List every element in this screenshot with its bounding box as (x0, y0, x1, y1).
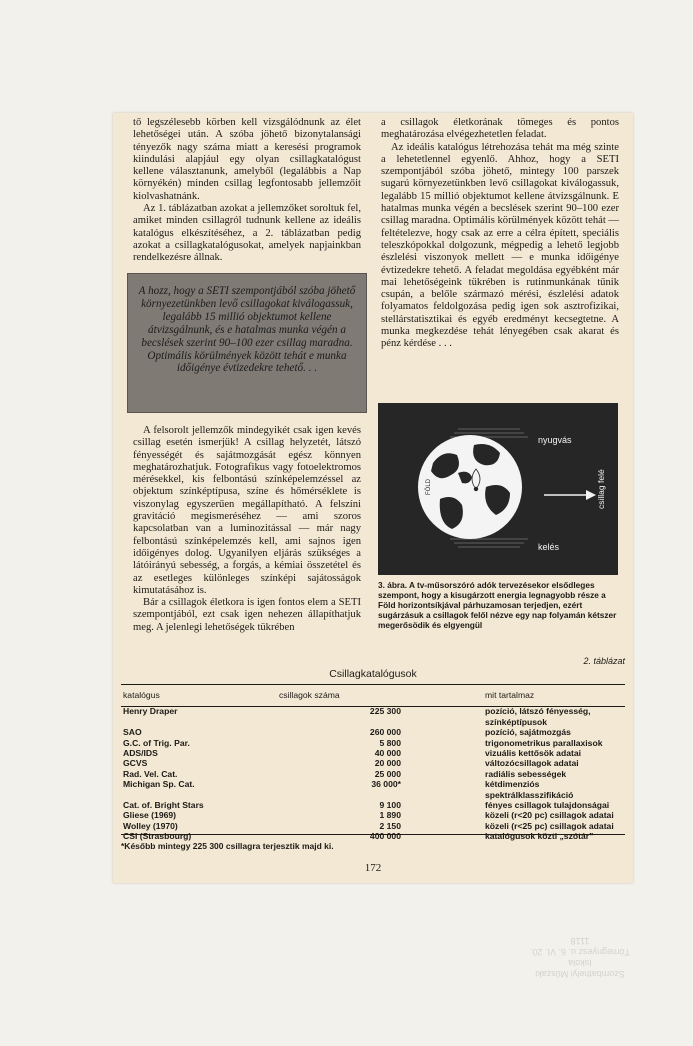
catalog-content: közeli (r<25 pc) csillagok adatai (485, 820, 614, 831)
catalog-name: CSI (Strasbourg) (123, 831, 192, 842)
table-row (121, 727, 625, 737)
catalog-table-grid (121, 686, 625, 842)
table-footnote: *Később mintegy 225 300 csillagra terjesztik majd ki. (121, 841, 334, 851)
earth-diagram (378, 403, 618, 575)
catalog-content: pozíció, látszó fényesség, színképtípusok (485, 706, 591, 727)
stamp-line: Szombathelyi Műszaki (535, 969, 625, 979)
table-row (121, 758, 625, 768)
table-row (121, 779, 625, 800)
catalog-content: radiális sebességek (485, 768, 567, 779)
figure-earth-diagram (378, 403, 618, 575)
star-count: 1 890 (379, 810, 401, 821)
label-sunset: nyugvás (538, 435, 572, 445)
page-number: 172 (364, 862, 382, 874)
pull-quote-text: A hozz, hogy a SETI szempontjából szóba jöhető környezetünkben levő csillagokat kiválogassuk, legalább 15 millió objektumot kellene átvizsgálnunk, és e hatalmas munka végén a becslések szerint 90–100 ezer csillag maradna. Optimális körülmények között tehát e munka időigénye évtizedekre tehető. . . (138, 285, 356, 375)
figure-caption (378, 580, 618, 630)
table-header-row (121, 686, 625, 706)
table-row (121, 800, 625, 810)
table-row (121, 821, 625, 831)
paragraph: Az 1. táblázatban azokat a jellemzőket soroltuk fel, amiket minden csillagról tudnunk kellene az ideális katalógus elkészítéséhez, a 2. táblázatban pedig azokat a csillagkatalógusokat, amelyek napjainkban rendelkezésre állnak. (133, 203, 361, 264)
catalog-table (121, 686, 625, 842)
star-count: 2 150 (379, 820, 401, 831)
label-star-direction: csillag felé (596, 469, 606, 509)
catalog-name: Wolley (1970) (123, 820, 178, 831)
left-column-top (133, 117, 361, 265)
catalog-name: G.C. of Trig. Par. (123, 737, 190, 748)
catalog-name: Michigan Sp. Cat. (123, 779, 195, 790)
star-count: 400 000 (369, 831, 401, 842)
star-count: 9 100 (379, 800, 401, 811)
star-count: 225 300 (369, 706, 401, 717)
header-content: mit tartalmaz (485, 690, 535, 700)
catalog-name: ADS/IDS (123, 748, 158, 759)
catalog-name: GCVS (123, 758, 148, 769)
table-title: Csillagkatalógusok (329, 668, 417, 680)
paragraph: tő legszélesebb körben kell vizsgálódnunk az élet lehetőségei után. A szóba jöhető bizonytalansági tényezők nagy száma miatt a keresési programok kiindulási alapjául egy olyan csillagkatalógust kellene választanunk, amelyből (legalábbis a Nap környékén) minden csillag legfontosabb jellemzőit kiolvashatnánk. (133, 117, 361, 202)
table-row (121, 810, 625, 820)
table-rule-top (121, 684, 625, 685)
paragraph: Bár a csillagok életkora is igen fontos elem a SETI szempontjából, ezt csak igen nehezen állapíthatjuk meg. A jelenlegi lehetőségek tükrében (133, 597, 361, 633)
caption-text: 3. ábra. A tv-műsorszóró adók tervezésekor elsődleges szempont, hogy a kisugárzott energia legnagyobb része a Föld horizontsíkjával párhuzamosan terjedjen, ezért sugárzásuk a csillagok felől nézve egy nap folyamán kétszer megerősödik és elgyengül (378, 580, 617, 630)
catalog-content: trigonometrikus parallaxisok (485, 737, 603, 748)
catalog-content: katalógusok közti „szótár” (485, 831, 594, 842)
catalog-content: közeli (r<20 pc) csillagok adatai (485, 810, 614, 821)
table-label: 2. táblázat (583, 656, 625, 666)
catalog-content: kétdimenziós spektrálklasszifikáció (485, 779, 574, 800)
table-row (121, 769, 625, 779)
paragraph: a csillagok életkorának tömeges és pontos meghatározása elvégezhetetlen feladat. (381, 117, 619, 141)
stamp-line: Iskola (568, 958, 592, 968)
star-count: 36 000* (371, 779, 401, 790)
label-rise: kelés (538, 542, 560, 552)
library-stamp (520, 935, 640, 979)
paragraph: Az ideális katalógus létrehozása tehát ma még szinte a lehetetlennel egyenlő. Ahhoz, hogy a SETI szempontjából szóba jöhető, mintegy 100 parszek sugarú környezetünkben levő csillagokat kiválogassuk, legalább 15 millió objektumot kellene átvizsgálnunk. E hatalmas munka végén a becslések szerint 90–100 ezer csillag maradna. Optimális körülmények között tehát — feltételezve, hogy csak az erre a célra épített, speciális teleszkópokkal dolgozunk, mégpedig a lehető legjobb észlelési viszonyok mellett — e munka időigénye évtizedekre tehető. A feladat megoldása egyébként már mai lehetőségeink tükrében is rutinmunkának tűnik csupán, a belőle származó mérési, észlelési adatok folyamatos feldolgozása pedig igen sok asztrofizikai, stellárstatisztikai és egyéb eredményt kecsegtetne. A munka megkezdése tehát lényegében csak akarat és pénz kérdése . . . (381, 141, 620, 350)
stamp-line: 1118 (570, 936, 590, 946)
star-count: 5 800 (379, 737, 401, 748)
table-row (121, 748, 625, 758)
pull-quote (127, 273, 367, 413)
catalog-content: fényes csillagok tulajdonságai (485, 800, 610, 811)
earth-globe (418, 435, 522, 539)
header-catalog: katalógus (123, 690, 160, 700)
catalog-content: pozíció, sajátmozgás (485, 727, 571, 738)
star-count: 25 000 (374, 768, 401, 779)
star-count: 20 000 (374, 758, 401, 769)
catalog-name: Cat. of. Bright Stars (123, 800, 204, 811)
catalog-name: SAO (123, 727, 142, 738)
right-column-top (381, 117, 619, 351)
label-earth: FÖLD (426, 478, 432, 495)
catalog-name: Rad. Vel. Cat. (123, 768, 178, 779)
catalog-content: változócsillagok adatai (485, 758, 579, 769)
star-count: 40 000 (374, 748, 401, 759)
catalog-content: vizuális kettősök adatai (485, 748, 581, 759)
catalog-name: Henry Draper (123, 706, 178, 717)
table-row (121, 706, 625, 727)
table-body (121, 706, 625, 841)
header-count: csillagok száma (279, 690, 340, 700)
paragraph: A felsorolt jellemzők mindegyikét csak igen kevés csillag esetén ismerjük! A csillag helyzetét, látszó fényességét és sajátmozgását egész könnyen meghatározhatjuk. Fotografikus vagy fotoelektromos mérésekkel, kis felbontású színképelemzéssel az objektum színképtípusa, színe és hőmérséklete is viszonylag egyszerűen megállapítható. A felszíni gravitáció megismeréséhez — ami szoros kapcsolatban van a luminozitással — már nagy felbontású színképelemzés kell, ami sajnos igen időigényes dolog. Ugyanilyen eljárás szükséges a látóirányú sebesség, a forgás, a kémiai összetétel és az esetleges különleges színképi sajátosságok kimutatásához is. (133, 425, 361, 596)
left-column-bottom (133, 425, 361, 634)
star-count: 260 000 (369, 727, 401, 738)
stamp-line: Tömegnyesz u. 6. VI. 20. (529, 947, 631, 957)
table-row (121, 738, 625, 748)
catalog-name: Gliese (1969) (123, 810, 177, 821)
magazine-page (113, 113, 633, 883)
